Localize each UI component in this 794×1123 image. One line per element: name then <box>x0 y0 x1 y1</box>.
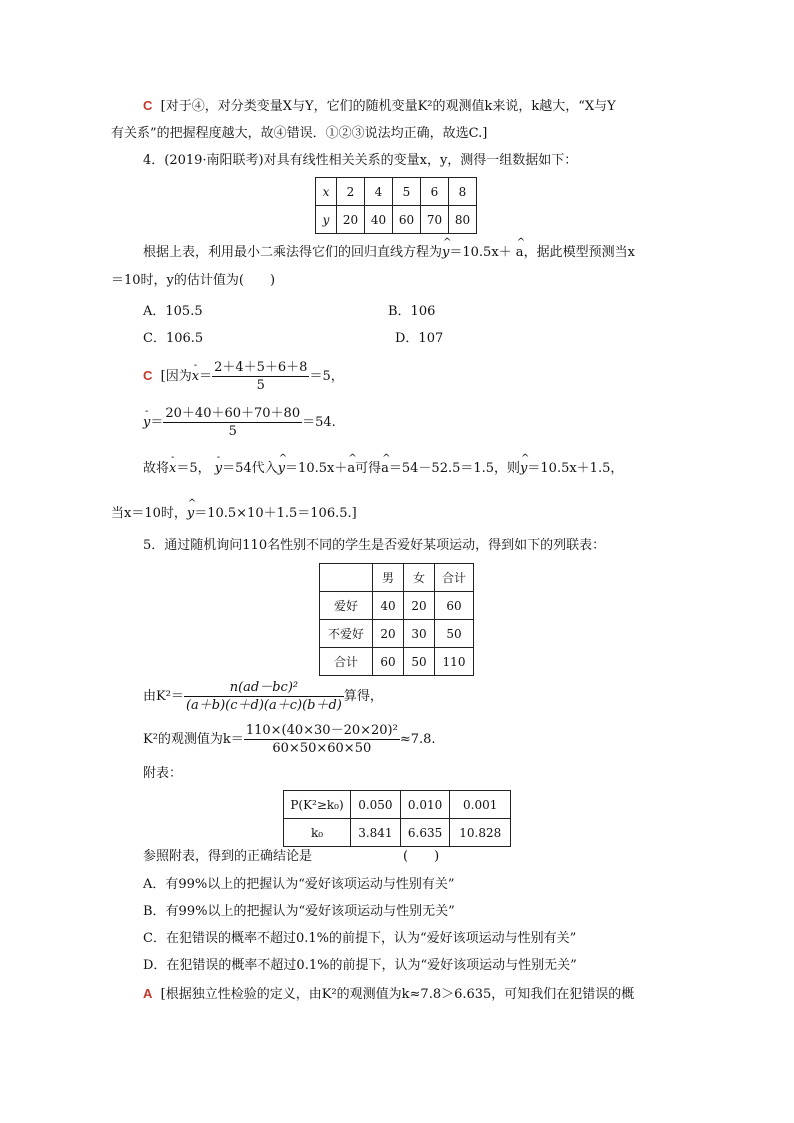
q5-ref-cell: 0.050 <box>351 791 401 819</box>
q4-option-b: B．106 <box>388 304 436 319</box>
q4-text-line1 <box>143 244 635 262</box>
q4-ybar-fraction <box>163 405 302 440</box>
q5-table-cell: 合计 <box>320 648 373 676</box>
q4-table-y-cell: 40 <box>365 206 393 234</box>
q5-obs-den: 60×50×60×50 <box>272 741 372 756</box>
q3-solution-text1: [对于④，对分类变量X与Y，它们的随机变量K²的观测值k来说，k越大，“X与Y <box>160 99 616 114</box>
q4-solution-line2 <box>143 405 336 440</box>
q5-ref-cell: 10.828 <box>450 819 511 847</box>
q4-option-d: D．107 <box>395 331 444 346</box>
q5-table-cell: 110 <box>435 648 474 676</box>
q4-solution-line3 <box>143 460 623 478</box>
q5-formula-fraction <box>184 679 344 714</box>
q5-contingency-table <box>319 563 474 676</box>
q5-obs-num: 110×(40×30－20×20)² <box>245 723 398 738</box>
q5-ref-label: k₀ <box>284 819 351 847</box>
q5-table-cell: 爱好 <box>320 592 373 620</box>
q4-yfrac-den: 5 <box>228 424 237 439</box>
q5-table-cell: 40 <box>373 592 404 620</box>
q4-table-x-cell: 8 <box>449 178 477 206</box>
q4-l3-yhat2: ^ y <box>520 460 527 478</box>
q4-yres: ＝54. <box>302 415 336 430</box>
q4-l4a: 当x＝10时， <box>111 506 187 521</box>
q5-formula-num: n(ad－bc)² <box>184 679 344 697</box>
q5-table-cell: 30 <box>404 620 435 648</box>
q4-stem: 4．(2019·南阳联考)对具有线性相关关系的变量x，y，测得一组数据如下： <box>143 153 578 168</box>
q4-l4-yhat: ^ y <box>187 505 194 523</box>
q5-table-cell: 20 <box>373 620 404 648</box>
q4-table-x-cell: 6 <box>421 178 449 206</box>
q4-text1e: ，据此模型预测当x <box>523 245 635 260</box>
q4-yfrac-num: 20＋40＋60＋70＋80 <box>165 406 301 421</box>
q4-l3-ahat: ^ a <box>347 460 355 478</box>
q4-l3c: ＝54代入 <box>222 461 278 476</box>
q5-ref-label: P(K²≥k₀) <box>284 791 351 819</box>
q4-text1c: ＝10.5x＋ <box>449 245 512 260</box>
q5-option-d: D．在犯错误的概率不超过0.1%的前提下，认为“爱好该项运动与性别无关” <box>143 958 577 973</box>
q5-observed-line <box>143 722 436 757</box>
q5-ref-cell: 0.001 <box>450 791 511 819</box>
q5-solution-line <box>143 985 634 1004</box>
q4-table-y-cell: 60 <box>393 206 421 234</box>
q4-l3-ybar: - y <box>215 460 222 478</box>
q5-ref-cell: 0.010 <box>400 791 450 819</box>
q4-sol-intro: [因为 <box>160 369 192 384</box>
q5-question: 参照附表，得到的正确结论是 ( ) <box>143 849 440 864</box>
q4-table-x-label: x <box>322 184 330 199</box>
q4-l3f: ＝54－52.5＝1.5，则 <box>388 461 521 476</box>
q4-table-y-label: y <box>322 212 330 227</box>
q5-ref-cell: 6.635 <box>400 819 450 847</box>
q4-l3g: ＝10.5x＋1.5， <box>527 461 624 476</box>
q4-l3-xbar: - x <box>169 460 176 478</box>
q5-table-cell: 50 <box>404 648 435 676</box>
q4-l3d: ＝10.5x＋ <box>285 461 348 476</box>
q5-formula-suffix: 算得， <box>343 689 383 704</box>
q4-option-c: C．106.5 <box>143 331 204 346</box>
q5-formula-den: (a＋b)(c＋d)(a＋c)(b＋d) <box>185 698 342 713</box>
q4-table-x-cell: 5 <box>393 178 421 206</box>
q5-answer: A <box>143 986 153 1001</box>
q4-option-a: A．105.5 <box>143 304 203 319</box>
q5-table-cell: 60 <box>373 648 404 676</box>
q4-solution-line4 <box>111 505 357 523</box>
q4-l4b: ＝10.5×10＋1.5＝106.5.] <box>194 506 357 521</box>
q4-solution-line1 <box>143 359 344 394</box>
q4-sol-eq: ＝ <box>199 369 213 384</box>
q4-table-x-cell: 2 <box>337 178 365 206</box>
q4-answer: C <box>143 368 153 383</box>
q5-option-a: A．有99%以上的把握认为“爱好该项运动与性别有关” <box>143 877 455 892</box>
q5-table-header <box>320 564 373 592</box>
q5-formula-prefix: 由K²＝ <box>143 689 184 704</box>
q5-table-header: 男 <box>373 564 404 592</box>
q4-l3b: ＝5， <box>176 461 211 476</box>
q5-reference-table <box>283 790 511 847</box>
q5-option-c: C．在犯错误的概率不超过0.1%的前提下，认为“爱好该项运动与性别有关” <box>143 931 577 946</box>
q4-table-y-cell: 70 <box>421 206 449 234</box>
q4-xbar-fraction <box>212 359 309 394</box>
q3-solution-text2: 有关系”的把握程度越大，故④错误．①②③说法均正确，故选C.] <box>111 126 488 141</box>
q5-formula-line <box>143 679 383 714</box>
q4-xfrac-num: 2＋4＋5＋6＋8 <box>214 360 308 375</box>
q4-table-y-cell: 80 <box>449 206 477 234</box>
q4-ahat: ^ a <box>516 244 524 262</box>
q4-table-x-cell: 4 <box>365 178 393 206</box>
q4-l3-ahat2: ^ a <box>381 460 389 478</box>
q4-xfrac-den: 5 <box>256 378 265 393</box>
q5-ref-cell: 3.841 <box>351 819 401 847</box>
q5-stem: 5．通过随机询问110名性别不同的学生是否爱好某项运动，得到如下的列联表： <box>143 538 606 553</box>
q5-option-b: B．有99%以上的把握认为“爱好该项运动与性别无关” <box>143 904 455 919</box>
q4-yhat: ^ y <box>442 244 449 262</box>
q4-l3a: 故将 <box>143 461 170 476</box>
q4-text1a: 根据上表，利用最小二乘法得它们的回归直线方程为 <box>143 245 443 260</box>
q5-table-cell: 60 <box>435 592 474 620</box>
q4-xres: ＝5， <box>309 369 344 384</box>
q5-obs-prefix: K²的观测值为k＝ <box>143 732 244 747</box>
q3-solution-line1 <box>143 97 616 116</box>
q4-sol-eq2: ＝ <box>150 415 164 430</box>
q5-obs-fraction <box>244 722 400 757</box>
q5-table-header: 合计 <box>435 564 474 592</box>
q5-appendix-label: 附表： <box>143 766 183 781</box>
q3-answer: C <box>143 98 153 113</box>
q5-table-cell: 20 <box>404 592 435 620</box>
q4-l3e: 可得 <box>355 461 382 476</box>
q5-table-header: 女 <box>404 564 435 592</box>
q5-obs-suffix: ≈7.8. <box>399 732 436 747</box>
q4-table-y-cell: 20 <box>337 206 365 234</box>
q4-data-table <box>315 177 477 234</box>
q5-table-cell: 不爱好 <box>320 620 373 648</box>
q5-table-cell: 50 <box>435 620 474 648</box>
q4-l3-yhat: ^ y <box>278 460 285 478</box>
q4-ybar: - y <box>143 414 150 432</box>
q4-text-line2: ＝10时，y的估计值为( ) <box>111 273 276 288</box>
q5-solution-text: [根据独立性检验的定义，由K²的观测值为k≈7.8＞6.635，可知我们在犯错误的概 <box>160 987 635 1002</box>
q4-xbar: - x <box>192 368 199 386</box>
